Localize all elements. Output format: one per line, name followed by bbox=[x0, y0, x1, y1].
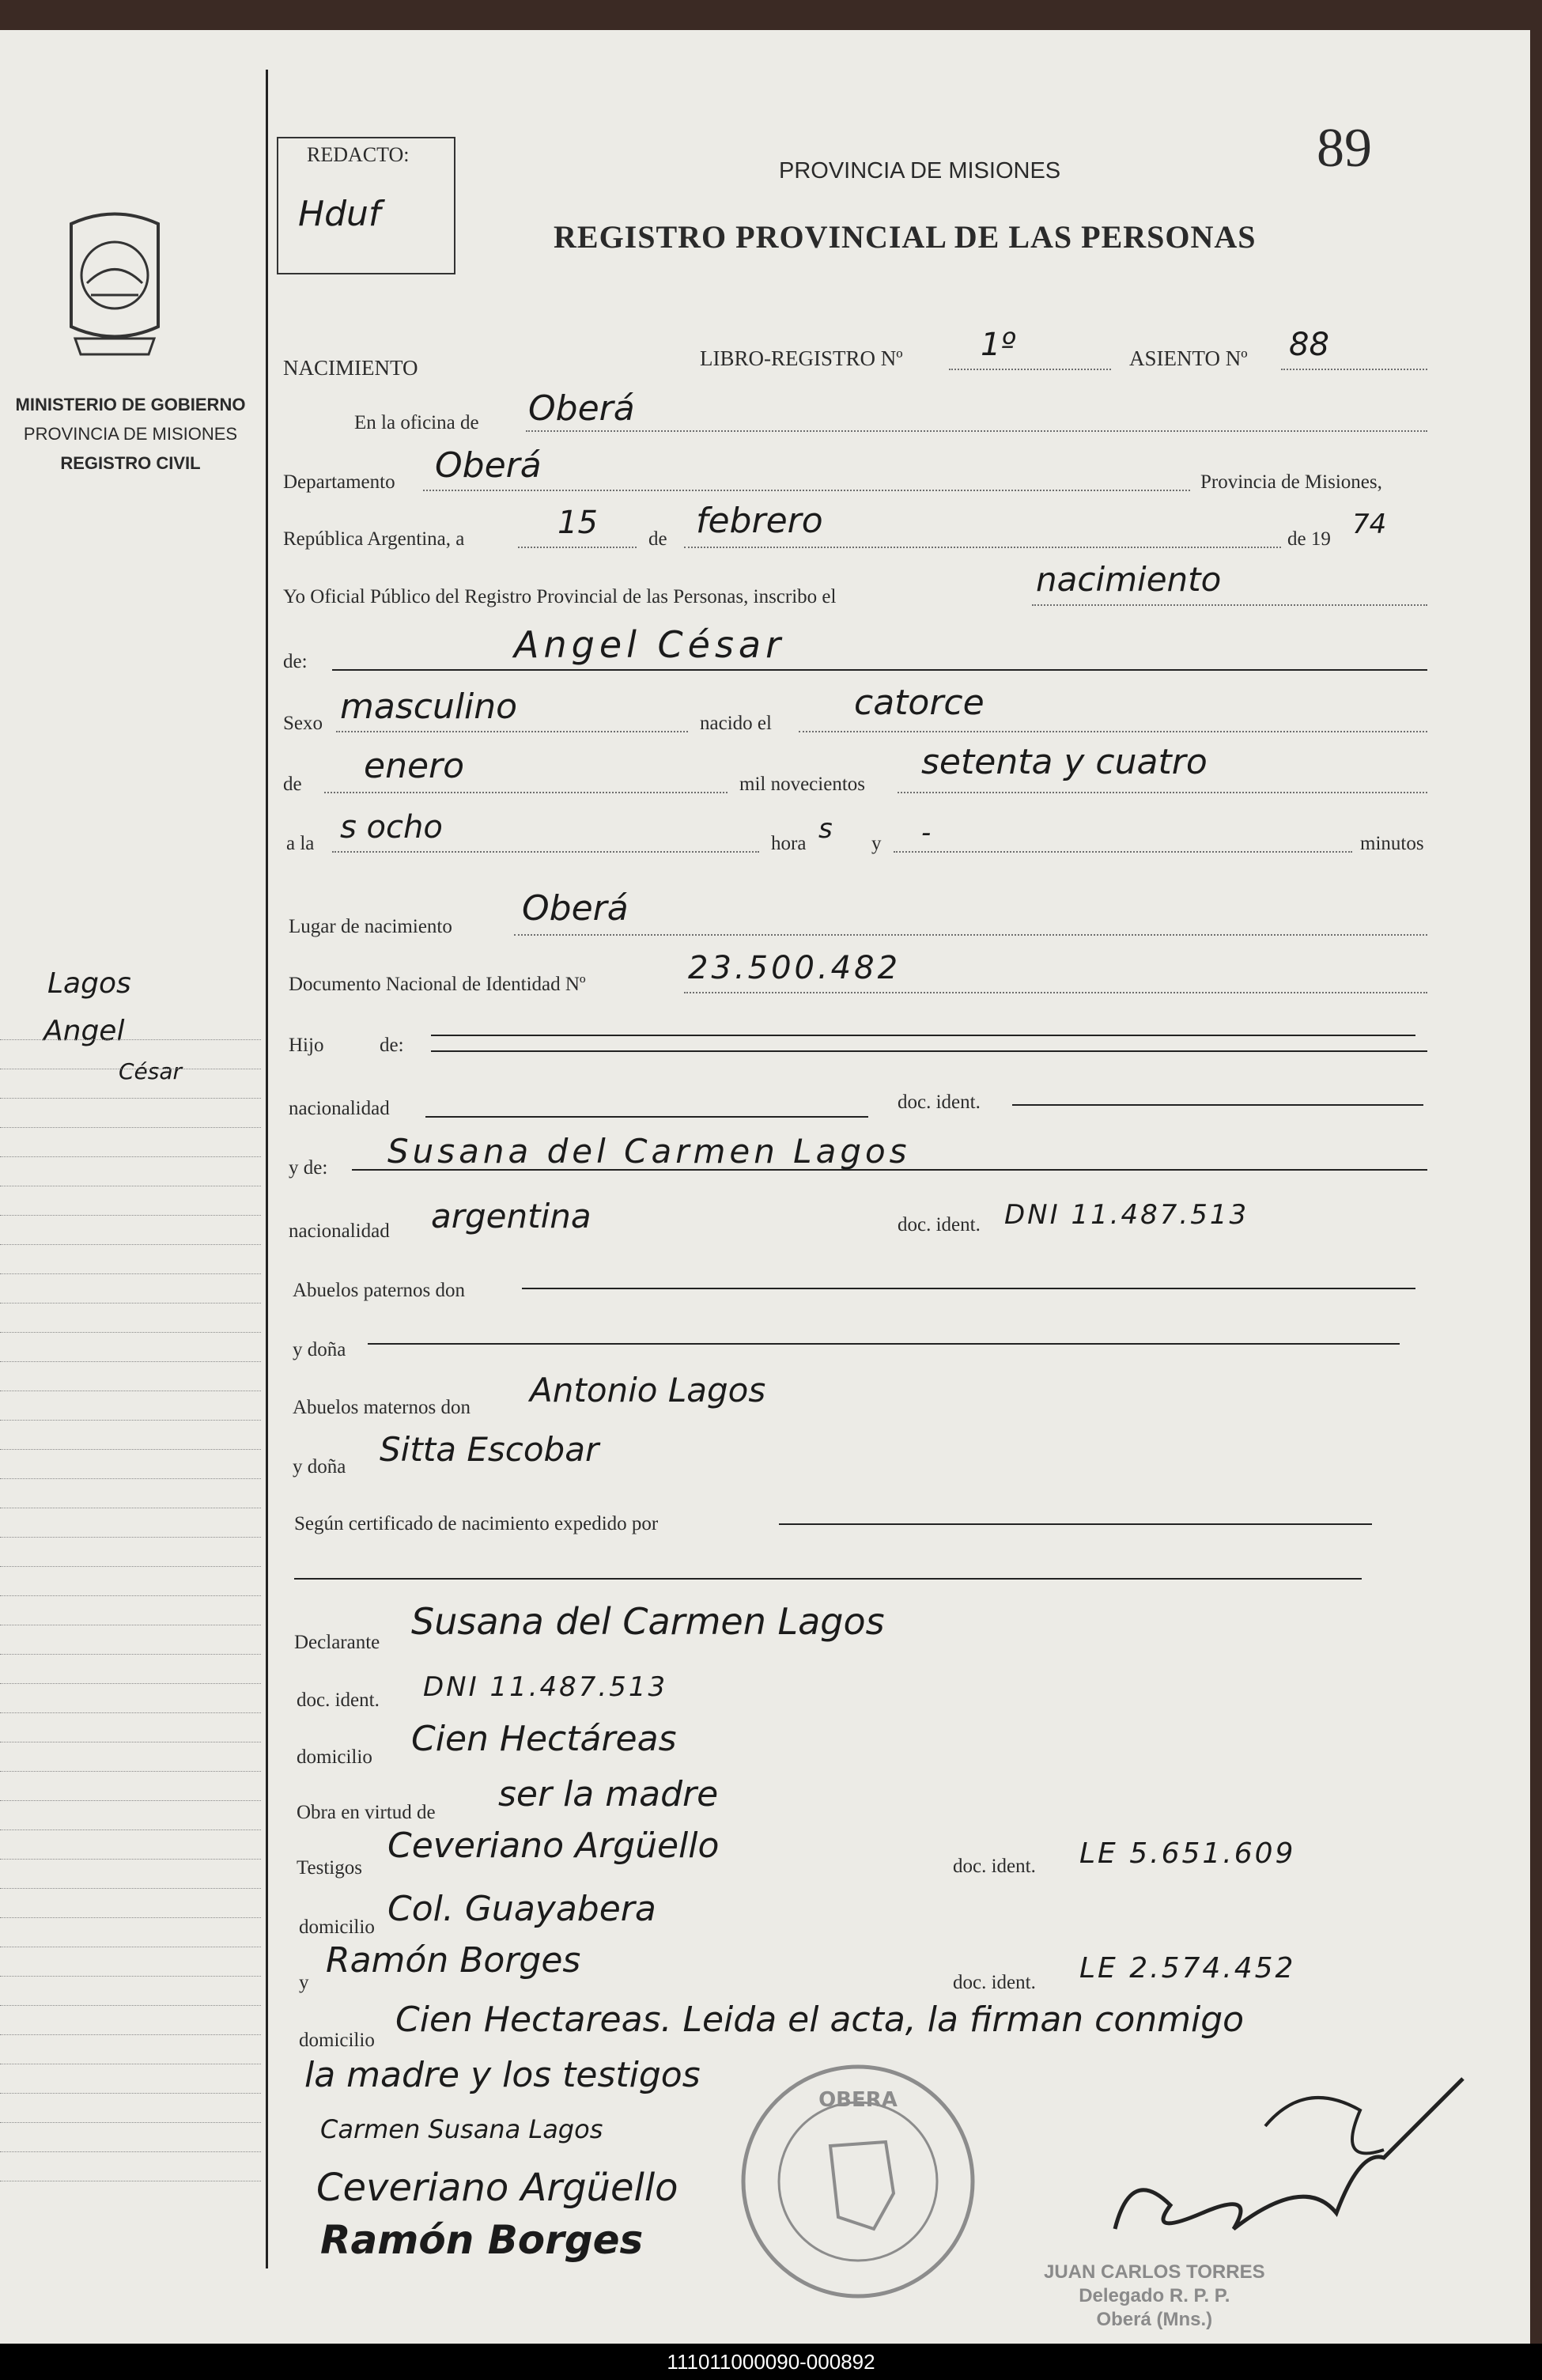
margin-ruled-lines bbox=[0, 1011, 261, 2181]
docident-testigo1-value: LE 5.651.609 bbox=[1079, 1837, 1296, 1870]
asiento-label: ASIENTO Nº bbox=[1129, 346, 1248, 370]
registry-seal-icon bbox=[735, 2059, 981, 2304]
left-margin bbox=[0, 30, 261, 2344]
nacionalidad-madre-label: nacionalidad bbox=[289, 1220, 390, 1242]
lugar-value: Oberá bbox=[522, 888, 629, 929]
domicilio-testigo1-value: Col. Guayabera bbox=[387, 1889, 656, 1929]
docident-testigo1-label: doc. ident. bbox=[953, 1856, 1036, 1877]
sexo-line bbox=[336, 731, 688, 732]
abuelo-materno-value: Antonio Lagos bbox=[530, 1371, 766, 1409]
official-name: JUAN CARLOS TORRES bbox=[1044, 2261, 1265, 2283]
oficina-value: Oberá bbox=[528, 388, 635, 429]
hijo-line-1 bbox=[431, 1035, 1415, 1036]
testigos-label: Testigos bbox=[297, 1857, 362, 1879]
domicilio-declarante-label: domicilio bbox=[297, 1746, 372, 1768]
margin-name-surname: Lagos bbox=[47, 967, 131, 1000]
month-value: febrero bbox=[696, 501, 823, 541]
page-number: 89 bbox=[1317, 118, 1372, 179]
nacido-value: catorce bbox=[854, 683, 985, 723]
day-value: 15 bbox=[557, 505, 598, 541]
dni-label: Documento Nacional de Identidad Nº bbox=[289, 974, 586, 995]
hijo-line-2 bbox=[431, 1050, 1427, 1052]
domicilio-testigo2-value: Cien Hectareas. Leida el acta, la firman conmigo bbox=[395, 2000, 1245, 2040]
abuelos-paternos-line bbox=[522, 1288, 1415, 1289]
de-label: de bbox=[648, 528, 667, 550]
document-id-bar bbox=[0, 2344, 1542, 2380]
obra-value: ser la madre bbox=[498, 1774, 719, 1814]
oficial-line bbox=[1032, 604, 1427, 606]
child-name-value: Angel César bbox=[514, 623, 786, 666]
margin-name-first: Angel bbox=[43, 1015, 125, 1047]
nacido-line bbox=[799, 731, 1427, 732]
mes-de-label: de bbox=[283, 774, 302, 795]
ministerio-block bbox=[0, 390, 261, 478]
province-heading: PROVINCIA DE MISIONES bbox=[779, 158, 1061, 184]
oficial-value: nacimiento bbox=[1036, 560, 1222, 599]
abuelos-maternos-label: Abuelos maternos don bbox=[293, 1397, 471, 1418]
nacionalidad-padre-label: nacionalidad bbox=[289, 1098, 390, 1119]
madre-label: y de: bbox=[289, 1157, 328, 1179]
testigo2-value: Ramón Borges bbox=[326, 1940, 581, 1981]
official-signature-icon bbox=[1099, 2031, 1479, 2261]
oficina-line bbox=[526, 430, 1427, 432]
mes-line bbox=[324, 792, 728, 793]
name-line bbox=[332, 669, 1427, 671]
name-de-label: de: bbox=[283, 651, 308, 672]
abuela-materna-value: Sitta Escobar bbox=[380, 1430, 599, 1469]
provincial-emblem-icon bbox=[55, 208, 174, 366]
closing-text: la madre y los testigos bbox=[304, 2055, 701, 2095]
margin-name-second: César bbox=[119, 1058, 183, 1084]
declarante-value: Susana del Carmen Lagos bbox=[411, 1600, 885, 1643]
segun-line-1 bbox=[779, 1523, 1372, 1525]
hora-text-value: s ocho bbox=[340, 809, 443, 846]
sexo-label: Sexo bbox=[283, 713, 323, 734]
anio-nac-value: setenta y cuatro bbox=[921, 742, 1208, 782]
sexo-value: masculino bbox=[340, 687, 518, 727]
record-type: NACIMIENTO bbox=[283, 356, 418, 380]
docident-padre-label: doc. ident. bbox=[898, 1092, 981, 1113]
oficial-label: Yo Oficial Público del Registro Provincial de las Personas, inscribo el bbox=[283, 586, 837, 607]
month-line bbox=[684, 547, 1281, 548]
year-value: 74 bbox=[1352, 509, 1387, 540]
lugar-line bbox=[514, 934, 1427, 936]
year-prefix-label: de 19 bbox=[1287, 528, 1331, 550]
redacto-label: REDACTO: bbox=[307, 143, 410, 166]
asiento-line bbox=[1281, 369, 1427, 370]
redacto-value: Hduf bbox=[298, 194, 381, 234]
docident-testigo2-label: doc. ident. bbox=[953, 1972, 1036, 1993]
official-stamp bbox=[1044, 2261, 1265, 2332]
anio-line bbox=[898, 792, 1427, 793]
dni-line bbox=[684, 992, 1427, 993]
nacionalidad-padre-line bbox=[425, 1116, 868, 1118]
docident-testigo2-value: LE 2.574.452 bbox=[1079, 1952, 1296, 1985]
libro-value: 1º bbox=[981, 327, 1016, 363]
obra-label: Obra en virtud de bbox=[297, 1802, 436, 1823]
dni-value: 23.500.482 bbox=[688, 950, 901, 986]
minutos-label: minutos bbox=[1360, 833, 1424, 854]
official-place: Oberá (Mns.) bbox=[1096, 2309, 1213, 2330]
segun-line-2 bbox=[294, 1578, 1362, 1580]
ministerio-label: MINISTERIO DE GOBIERNO bbox=[15, 395, 246, 414]
minutos-value: - bbox=[921, 817, 932, 849]
ala-line bbox=[332, 851, 759, 853]
hora-value: s bbox=[818, 813, 833, 845]
libro-label: LIBRO-REGISTRO Nº bbox=[700, 346, 903, 370]
departamento-line bbox=[423, 490, 1190, 491]
lugar-label: Lugar de nacimiento bbox=[289, 916, 452, 937]
nacido-label: nacido el bbox=[700, 713, 772, 734]
docident-padre-line bbox=[1012, 1104, 1423, 1106]
ala-label: a la bbox=[286, 833, 315, 854]
svg-text:OBERA: OBERA bbox=[818, 2088, 898, 2112]
oficina-label: En la oficina de bbox=[354, 412, 479, 433]
docident-declarante-value: DNI 11.487.513 bbox=[423, 1671, 668, 1703]
minutos-line bbox=[894, 851, 1352, 853]
page-title: REGISTRO PROVINCIAL DE LAS PERSONAS bbox=[554, 219, 1257, 255]
redacto-box bbox=[277, 137, 455, 274]
margin-rule bbox=[266, 70, 268, 2268]
asiento-value: 88 bbox=[1289, 327, 1329, 363]
departamento-label: Departamento bbox=[283, 471, 395, 493]
registro-civil-label: REGISTRO CIVIL bbox=[60, 453, 201, 473]
domicilio-testigo2-label: domicilio bbox=[299, 2030, 375, 2051]
signature-madre: Carmen Susana Lagos bbox=[320, 2114, 603, 2144]
signature-testigo2: Ramón Borges bbox=[320, 2217, 644, 2263]
provincia-label: PROVINCIA DE MISIONES bbox=[23, 424, 238, 444]
testigo2-y-label: y bbox=[299, 1972, 309, 1993]
docident-madre-value: DNI 11.487.513 bbox=[1004, 1199, 1249, 1231]
y-label: y bbox=[871, 833, 882, 854]
domicilio-testigo1-label: domicilio bbox=[299, 1916, 375, 1938]
provincia-misiones-label: Provincia de Misiones, bbox=[1200, 471, 1382, 493]
day-line bbox=[518, 547, 637, 548]
declarante-label: Declarante bbox=[294, 1632, 380, 1653]
testigo1-value: Ceveriano Argüello bbox=[387, 1826, 720, 1866]
official-role: Delegado R. P. P. bbox=[1079, 2285, 1230, 2306]
domicilio-declarante-value: Cien Hectáreas bbox=[411, 1719, 677, 1759]
abuela-materna-label: y doña bbox=[293, 1456, 346, 1478]
hijo-de-label: de: bbox=[380, 1035, 404, 1056]
mil-label: mil novecientos bbox=[739, 774, 865, 795]
document-page bbox=[0, 30, 1530, 2344]
hora-label: hora bbox=[771, 833, 807, 854]
docident-declarante-label: doc. ident. bbox=[297, 1689, 380, 1711]
nacionalidad-madre-value: argentina bbox=[431, 1197, 591, 1235]
republica-label: República Argentina, a bbox=[283, 528, 465, 550]
segun-label: Según certificado de nacimiento expedido por bbox=[294, 1513, 659, 1534]
signature-testigo1: Ceveriano Argüello bbox=[316, 2166, 678, 2210]
document-id: 111011000090-000892 bbox=[667, 2350, 875, 2374]
abuela-paterna-label: y doña bbox=[293, 1339, 346, 1360]
departamento-value: Oberá bbox=[435, 445, 542, 486]
libro-line bbox=[949, 369, 1111, 370]
madre-value: Susana del Carmen Lagos bbox=[387, 1132, 911, 1171]
abuelos-paternos-label: Abuelos paternos don bbox=[293, 1280, 466, 1301]
docident-madre-label: doc. ident. bbox=[898, 1214, 981, 1235]
mes-nac-value: enero bbox=[364, 746, 465, 786]
abuela-paterna-line bbox=[368, 1343, 1400, 1345]
hijo-label: Hijo bbox=[289, 1035, 324, 1056]
